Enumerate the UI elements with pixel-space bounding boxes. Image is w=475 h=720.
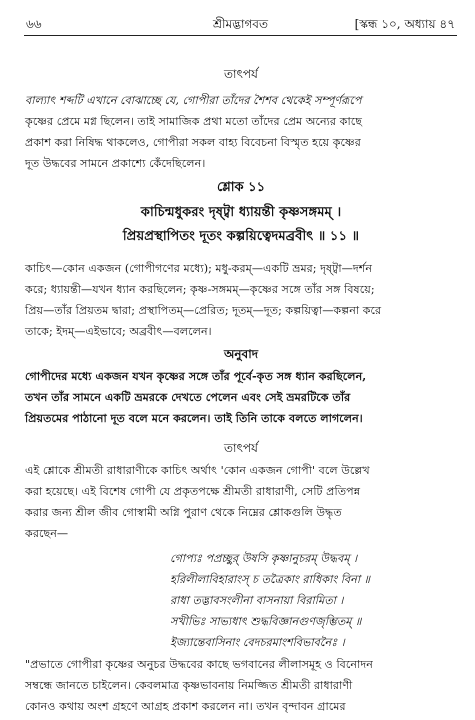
closing-paragraph	[25, 654, 457, 720]
verse-line: প্রিয়প্রস্থাপিতং দূতং কল্পয়িত্বেদমব্রবীৎ ॥ ১১ ॥	[122, 229, 360, 244]
closing-line: কোনও কথায় অংশ গ্রহণে আগ্রহ প্রকাশ করলেন না। তখন বৃন্দাবন গ্রামের	[25, 700, 346, 713]
quoted-verse-line: ইজ্যান্তেবাসিনাং বেদচরমাংশবিভাবনৈঃ ।	[170, 636, 345, 649]
closing-line: সম্বন্ধে জানতে চাইলেন। কেবলমাত্র কৃষ্ণভাবনায় নিমজ্জিত শ্রীমতী রাধারাণী	[25, 679, 353, 692]
synonym-line: কাচিৎ—কোন একজন (গোপীগণের মধ্যে); মধু-করম্—একটি ভ্রমর; দৃষ্ট্বা—দর্শন	[25, 262, 373, 275]
page-header	[26, 14, 455, 36]
synonym-line: প্রিয়—তাঁর প্রিয়তম দ্বারা; প্রস্থাপিতম্—প্রেরিত; দূতম্—দূত; কল্পয়িত্বা—কল্পনা করে	[25, 304, 382, 317]
purport-line: দূত উদ্ধবের সামনে প্রকাশ্যে কেঁদেছিলেন।	[25, 157, 206, 170]
translation-line: তখন তাঁর সামনে একটি ভ্রমরকে দেখতে পেলেন এবং সেই ভ্রমরটিকে তাঁর	[25, 390, 351, 404]
purport-heading: তাৎপর্য	[224, 67, 258, 81]
synonyms-section	[25, 258, 457, 348]
purport-line: করার জন্য শ্রীল জীব গোস্বামী অগ্নি পুরাণ থেকে নিম্নের শ্লোকগুলি উদ্ধৃত	[25, 506, 342, 519]
verse-line: কাচিন্মধুকরং দৃষ্ট্বা ধ্যায়ন্তী কৃষ্ণসঙ্গমম্ ।	[140, 205, 342, 220]
translation-heading: অনুবাদ	[223, 347, 259, 361]
translation-section	[25, 344, 457, 440]
translation-paragraph	[25, 366, 457, 429]
purport-line: কৃষ্ণের প্রেমে মগ্ন ছিলেন। তাই সামাজিক প্রথা মতো তাঁদের প্রেম অন্যের কাছে	[25, 115, 362, 128]
purport-line: করা হয়েছে। এই বিশেষ গোপী যে প্রকৃতপক্ষে শ্রীমতী রাধারাণী, সেটি প্রতিপন্ন	[25, 485, 361, 498]
book-title: শ্রীমদ্ভাগবত	[212, 17, 268, 31]
purport-section-2	[25, 438, 457, 550]
purport-line: করছেন—	[25, 527, 69, 540]
quoted-verse-line: সখীভিঃ সাভ্যধাৎ শুদ্ধবিজ্ঞানগুণজৃম্ভিতম্ ॥	[170, 615, 362, 628]
translation-line: প্রিয়তমের পাঠানো দূত বলে মনে করলেন। তাই তিনি তাকে বলতে লাগলেন।	[25, 411, 363, 425]
purport-line: বাল্যাৎ শব্দটি এখানে বোঝাচ্ছে যে, গোপীরা তাঁদের শৈশব থেকেই সম্পূর্ণরূপে	[25, 94, 362, 107]
quoted-verse-line: গোপ্যঃ পপ্রচ্ছুর্ উষসি কৃষ্ণানুচরম্ উদ্ধবম্ ।	[170, 552, 358, 565]
closing-line: "প্রভাতে গোপীরা কৃষ্ণের অনুচর উদ্ধবের কাছে ভগবানের লীলাসমূহ ও বিনোদন	[25, 658, 373, 671]
purport-line: এই শ্লোকে শ্রীমতী রাধারাণীকে কাচিৎ অর্থাৎ 'কোন একজন গোপী' বলে উল্লেখ	[25, 464, 370, 477]
verse-heading: শ্লোক ১১	[216, 180, 266, 195]
chapter-reference: [স্কন্ধ ১০, অধ্যায় ৪৭	[354, 17, 455, 31]
purport-line: প্রকাশ করা নিষিদ্ধ থাকলেও, গোপীরা সকল বাহ্য বিবেচনা বিস্মৃত হয়ে কৃষ্ণের	[25, 136, 361, 149]
synonym-line: করে; ধ্যায়ন্তী—যখন ধ্যান করছিলেন; কৃষ্ণ-সঙ্গমম্—কৃষ্ণের সঙ্গে তাঁর সঙ্গ বিষয়ে;	[25, 283, 375, 296]
translation-line: গোপীদের মধ্যে একজন যখন কৃষ্ণের সঙ্গে তাঁর পূর্বে-কৃত সঙ্গ ধ্যান করছিলেন,	[25, 369, 367, 383]
header-divider	[24, 35, 457, 36]
verse-section	[25, 176, 457, 256]
purport-section-1	[25, 56, 457, 176]
purport-paragraph	[25, 90, 457, 174]
quoted-verse-line: হরিলীলাবিহারাংস্ চ তত্রৈকাং রাধিকাং বিনা ॥	[170, 573, 370, 586]
purport-paragraph	[25, 460, 457, 544]
synonym-line: তাকে; ইদম্—এইভাবে; অব্রবীৎ—বললেন।	[25, 325, 212, 338]
quoted-verse-line: রাধা তদ্ভাবসংলীনা বাসনায়া বিরামিতা ।	[170, 594, 344, 607]
page-number: ৬৬	[26, 17, 42, 31]
purport-heading: তাৎপর্য	[224, 441, 258, 455]
